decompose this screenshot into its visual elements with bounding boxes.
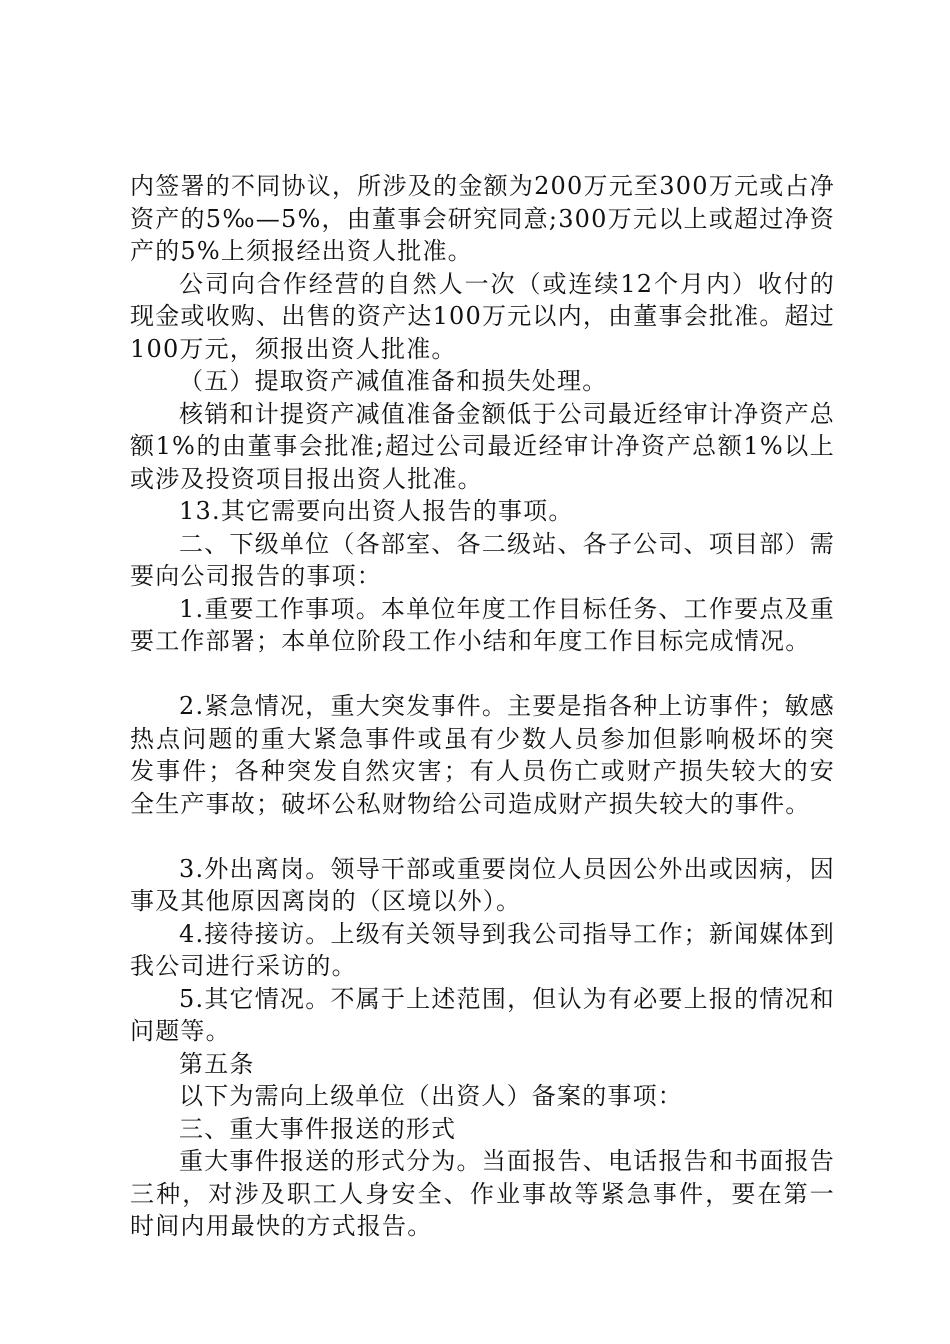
item-5: 5.其它情况。不属于上述范围，但认为有必要上报的情况和问题等。 [130, 984, 835, 1045]
paragraph-cooperation: 公司向合作经营的自然人一次（或连续12个月内）收付的现金或收购、出售的资产达100万元以内，由董事会批准。超过100万元，须报出资人批准。 [130, 269, 835, 363]
section-heading-two: 二、下级单位（各部室、各二级站、各子公司、项目部）需要向公司报告的事项： [130, 529, 835, 590]
item-1: 1.重要工作事项。本单位年度工作目标任务、工作要点及重要工作部署；本单位阶段工作小结和年度工作目标完成情况。 [130, 594, 835, 655]
paragraph-impairment: 核销和计提资产减值准备金额低于公司最近经审计净资产总额1%的由董事会批准;超过公司最近经审计净资产总额1%以上或涉及投资项目报出资人批准。 [130, 399, 835, 493]
paragraph-continued: 内签署的不同协议，所涉及的金额为200万元至300万元或占净资产的5‰—5%，由董事会研究同意;300万元以上或超过净资产的5%上须报经出资人批准。 [130, 172, 835, 265]
item-13: 13.其它需要向出资人报告的事项。 [179, 497, 574, 525]
paragraph-report-forms: 重大事件报送的形式分为。当面报告、电话报告和书面报告三种，对涉及职工人身安全、作业事故等紧急事件，要在第一时间内用最快的方式报告。 [130, 1147, 835, 1240]
item-4: 4.接待接访。上级有关领导到我公司指导工作；新闻媒体到我公司进行采访的。 [130, 919, 835, 980]
item-3: 3.外出离岗。领导干部或重要岗位人员因公外出或因病，因事及其他原因离岗的（区境以外）。 [130, 854, 835, 915]
article-five: 第五条 [179, 1049, 255, 1078]
paragraph-filing: 以下为需向上级单位（出资人）备案的事项： [179, 1082, 683, 1110]
section-heading-three: 三、重大事件报送的形式 [179, 1114, 457, 1143]
document-body [130, 170, 835, 1243]
section-heading-five: （五）提取资产减值准备和损失处理。 [179, 367, 608, 395]
item-2: 2.紧急情况，重大突发事件。主要是指各种上访事件；敏感热点问题的重大紧急事件或虽有少数人员参加但影响极坏的突发事件；各种突发自然灾害；有人员伤亡或财产损失较大的安全生产事故；破坏公私财物给公司造成财产损失较大的事件。 [130, 692, 835, 818]
